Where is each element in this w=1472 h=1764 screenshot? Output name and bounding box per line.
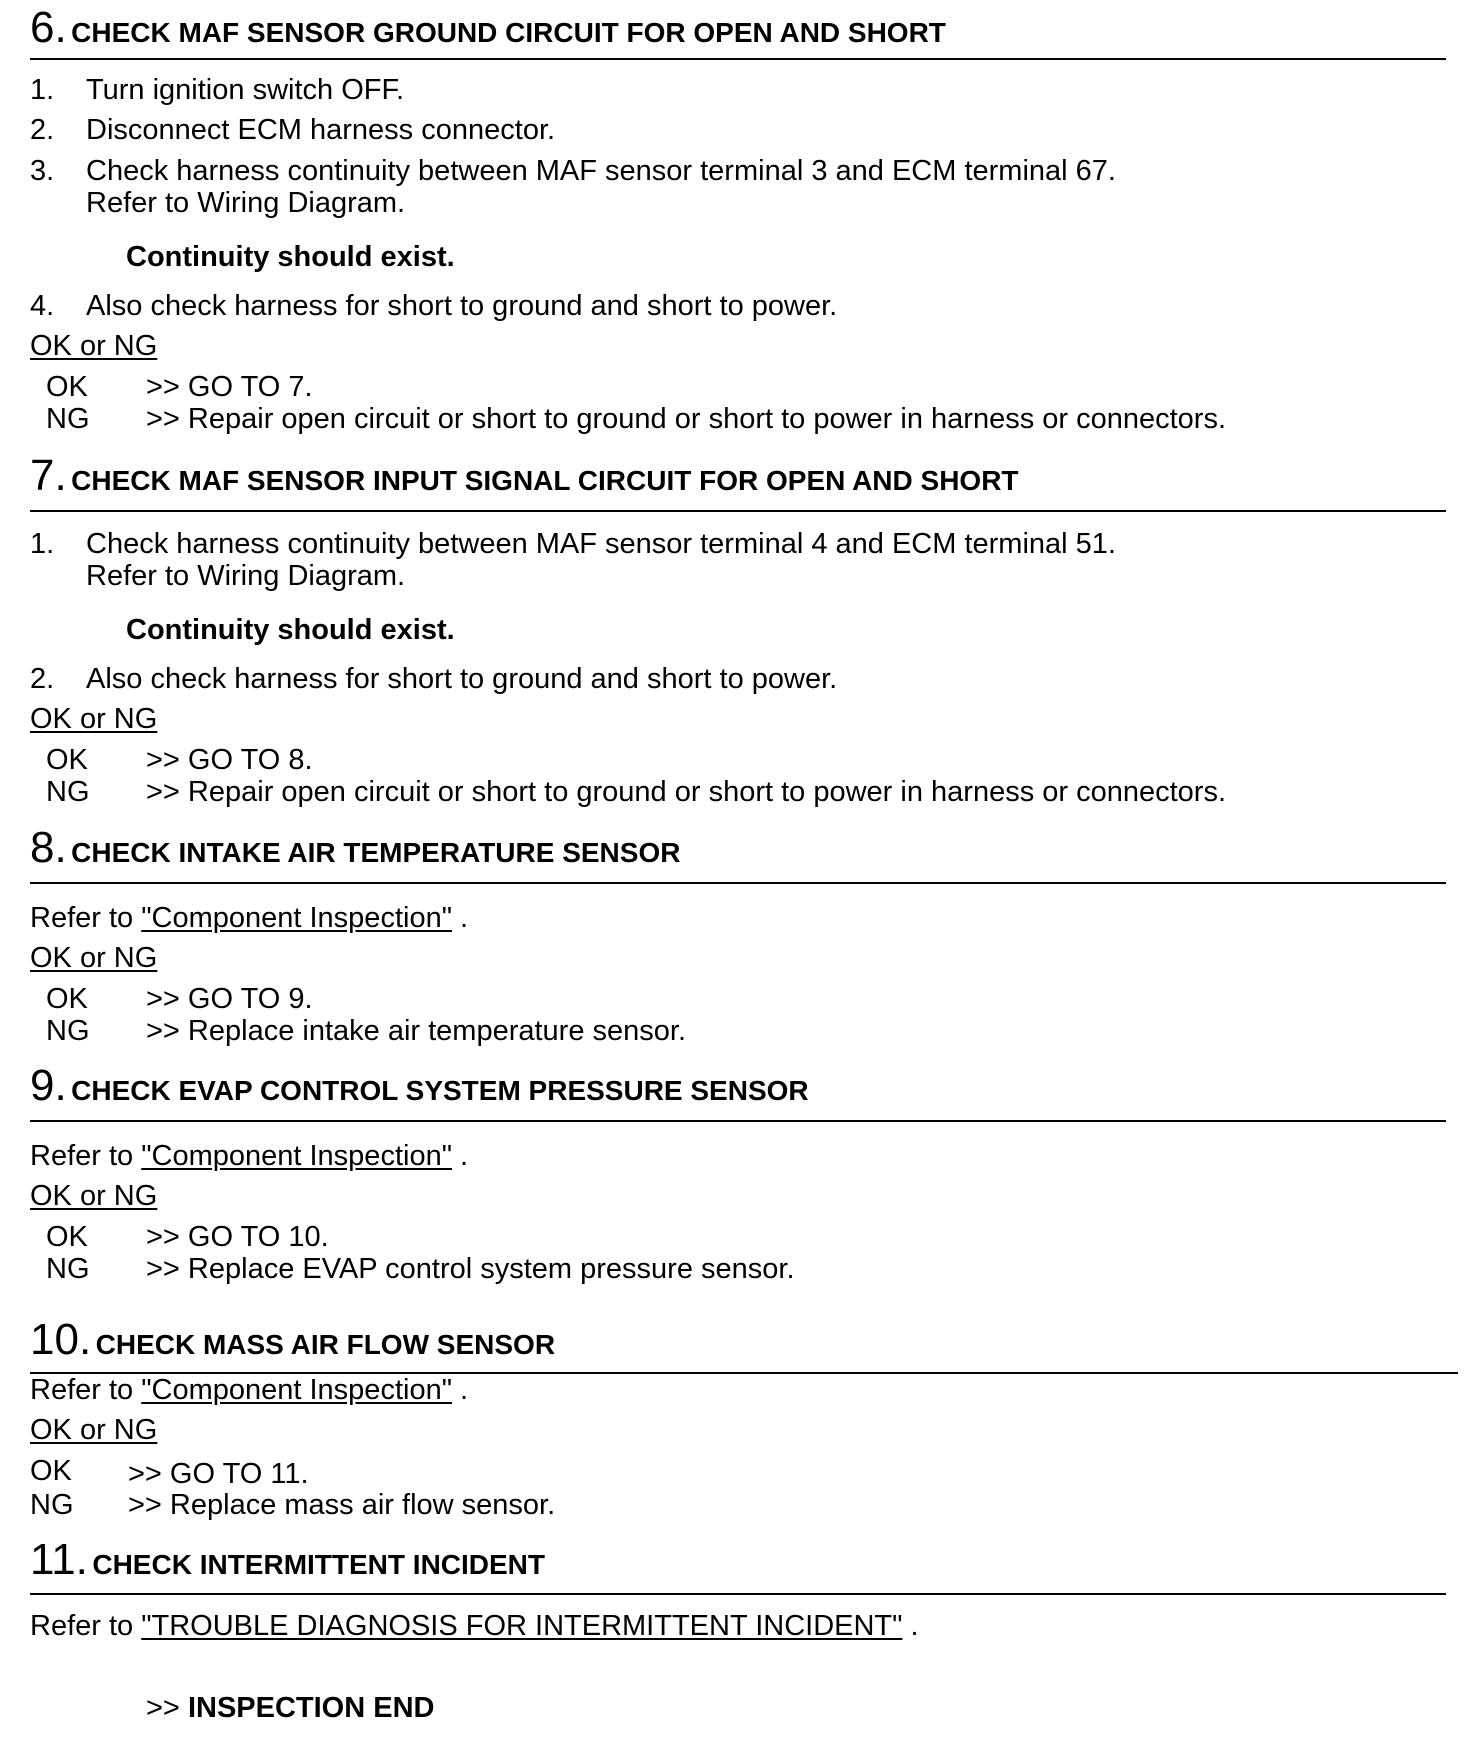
step-7-heading — [30, 451, 1019, 500]
refer-prefix: Refer to — [30, 1610, 142, 1642]
refer-suffix: . — [452, 902, 469, 934]
refer-suffix: . — [452, 1374, 469, 1406]
ok-action: >> GO TO 10. — [146, 1221, 329, 1253]
step-title: CHECK MAF SENSOR INPUT SIGNAL CIRCUIT FOR OPEN AND SHORT — [71, 465, 1019, 496]
ng-label: NG — [46, 1015, 90, 1047]
step-title: CHECK INTERMITTENT INCIDENT — [92, 1549, 546, 1580]
ng-action: >> Replace mass air flow sensor. — [128, 1489, 556, 1521]
ok-action: >> GO TO 7. — [146, 371, 313, 403]
ok-label: OK — [30, 1455, 72, 1487]
ok-or-ng-label: OK or NG — [30, 1414, 158, 1446]
step-6-heading — [30, 3, 946, 52]
step-title: CHECK INTAKE AIR TEMPERATURE SENSOR — [71, 837, 681, 868]
intermittent-incident-link[interactable]: "TROUBLE DIAGNOSIS FOR INTERMITTENT INCIDENT" — [141, 1610, 903, 1642]
item-text: Check harness continuity between MAF sensor terminal 3 and ECM terminal 67. — [86, 155, 1116, 187]
continuity-note: Continuity should exist. — [126, 614, 455, 646]
refer-suffix: . — [452, 1140, 469, 1172]
ok-label: OK — [46, 1221, 88, 1253]
step-10-heading — [30, 1315, 556, 1364]
item-text: Disconnect ECM harness connector. — [86, 114, 556, 146]
item-number: 4. — [30, 290, 55, 322]
divider-rule — [30, 882, 1446, 884]
ng-action: >> Repair open circuit or short to ground or short to power in harness or connectors. — [146, 776, 1227, 808]
inspection-end — [146, 1694, 434, 1723]
component-inspection-link[interactable]: "Component Inspection" — [141, 902, 452, 934]
step-8-heading — [30, 823, 681, 872]
ng-label: NG — [46, 403, 90, 435]
ok-or-ng-label: OK or NG — [30, 1180, 158, 1212]
end-arrow: >> — [146, 1692, 180, 1724]
ng-action: >> Repair open circuit or short to ground or short to power in harness or connectors. — [146, 403, 1227, 435]
ok-label: OK — [46, 371, 88, 403]
ok-label: OK — [46, 744, 88, 776]
ok-or-ng-label: OK or NG — [30, 330, 158, 362]
ok-or-ng-label: OK or NG — [30, 942, 158, 974]
refer-prefix: Refer to — [30, 1140, 142, 1172]
item-number: 1. — [30, 74, 55, 106]
item-number: 1. — [30, 528, 55, 560]
item-text: Check harness continuity between MAF sensor terminal 4 and ECM terminal 51. — [86, 528, 1116, 560]
component-inspection-link[interactable]: "Component Inspection" — [141, 1140, 452, 1172]
divider-rule — [30, 510, 1446, 512]
item-text: Turn ignition switch OFF. — [86, 74, 405, 106]
refer-prefix: Refer to — [30, 1374, 142, 1406]
ok-action: >> GO TO 9. — [146, 983, 313, 1015]
ok-action: >> GO TO 11. — [128, 1458, 309, 1490]
item-text: Also check harness for short to ground and short to power. — [86, 290, 838, 322]
item-number: 3. — [30, 155, 55, 187]
item-text-continued: Refer to Wiring Diagram. — [86, 187, 406, 219]
step-number: 9. — [30, 1061, 67, 1110]
step-title: CHECK MAF SENSOR GROUND CIRCUIT FOR OPEN AND SHORT — [71, 17, 946, 48]
refer-line — [30, 904, 468, 933]
step-title: CHECK MASS AIR FLOW SENSOR — [95, 1329, 556, 1360]
refer-line — [30, 1376, 468, 1405]
step-9-heading — [30, 1061, 809, 1110]
ng-label: NG — [46, 776, 90, 808]
component-inspection-link[interactable]: "Component Inspection" — [141, 1374, 452, 1406]
step-number: 7. — [30, 451, 67, 500]
step-number: 8. — [30, 823, 67, 872]
step-number: 10. — [30, 1315, 92, 1364]
item-text-continued: Refer to Wiring Diagram. — [86, 560, 406, 592]
item-text: Also check harness for short to ground and short to power. — [86, 663, 838, 695]
step-number: 11. — [30, 1535, 88, 1584]
ng-label: NG — [46, 1253, 90, 1285]
ng-action: >> Replace EVAP control system pressure sensor. — [146, 1253, 795, 1285]
step-number: 6. — [30, 3, 67, 52]
item-number: 2. — [30, 114, 55, 146]
end-text: INSPECTION END — [187, 1692, 435, 1724]
refer-line — [30, 1612, 919, 1641]
ng-label: NG — [30, 1489, 74, 1521]
continuity-note: Continuity should exist. — [126, 241, 455, 273]
divider-rule — [30, 1593, 1446, 1595]
refer-prefix: Refer to — [30, 902, 142, 934]
step-11-heading — [30, 1535, 546, 1584]
ok-or-ng-label: OK or NG — [30, 703, 158, 735]
ng-action: >> Replace intake air temperature sensor. — [146, 1015, 687, 1047]
ok-label: OK — [46, 983, 88, 1015]
divider-rule — [30, 58, 1446, 60]
ok-action: >> GO TO 8. — [146, 744, 313, 776]
item-number: 2. — [30, 663, 55, 695]
refer-suffix: . — [902, 1610, 919, 1642]
divider-rule — [30, 1120, 1446, 1122]
refer-line — [30, 1142, 468, 1171]
step-title: CHECK EVAP CONTROL SYSTEM PRESSURE SENSOR — [71, 1075, 809, 1106]
